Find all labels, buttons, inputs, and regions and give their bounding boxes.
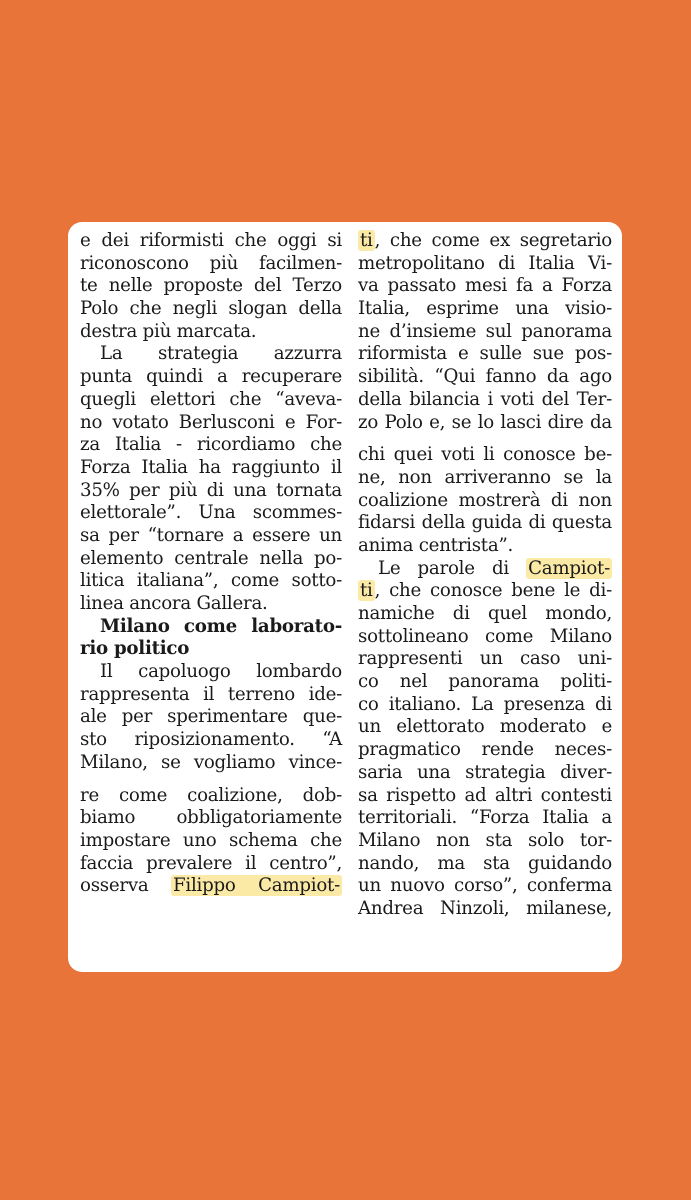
line-text: osserva: [80, 875, 149, 897]
highlighted-name: ti: [360, 580, 373, 602]
line-text: , che come ex segretario: [374, 230, 612, 251]
line-text: sottolineano come Milano: [358, 625, 612, 647]
text-line: [80, 570, 342, 593]
text-line: [80, 807, 342, 830]
highlighted-name: Filippo Campiot-: [173, 875, 340, 897]
text-line: [358, 603, 612, 626]
line-text: va passato mesi fa a Forza: [358, 275, 612, 297]
line-text: riconoscono più facilmen-: [80, 252, 342, 274]
text-line: [80, 275, 342, 298]
text-line: [358, 230, 612, 253]
text-line: [358, 875, 612, 898]
line-text: Italia, esprime una visio-: [358, 298, 612, 320]
text-line: [80, 729, 342, 752]
line-text: Milano non sta solo tor-: [358, 829, 612, 851]
text-line: [80, 853, 342, 876]
text-line: [80, 230, 342, 253]
text-line: [358, 853, 612, 876]
line-text: rio politico: [80, 638, 190, 660]
line-text: territoriali. “Forza Italia a: [358, 807, 612, 829]
text-line: [80, 298, 342, 321]
line-text: sto riposizionamento. “A: [80, 729, 342, 751]
text-line: [358, 298, 612, 321]
line-text: e dei riformisti che oggi si: [80, 230, 342, 251]
line-text: nando, ma sta guidando: [358, 852, 612, 874]
text-line: [80, 389, 342, 412]
line-text: biamo obbligatoriamente: [80, 807, 342, 829]
line-text: sa rispetto ad altri contesti: [358, 784, 612, 806]
line-text: punta quindi a recuperare: [80, 366, 342, 388]
highlighted-name: Campiot-: [528, 557, 610, 579]
line-text: za Italia - ricordiamo che: [80, 434, 342, 456]
text-line: [358, 830, 612, 853]
line-text: linea ancora Gallera.: [80, 593, 268, 614]
text-line: [358, 580, 612, 603]
line-text: metropolitano di Italia Vi-: [358, 252, 612, 274]
line-text: zo Polo e, se lo lasci dire da: [358, 411, 612, 433]
text-line: [80, 434, 342, 457]
article-column-right: [358, 230, 612, 921]
text-line: [358, 807, 612, 830]
line-text: un nuovo corso”, conferma: [358, 875, 612, 897]
text-line: [358, 253, 612, 276]
line-text: fidarsi della guida di questa: [358, 512, 612, 534]
line-text: sa per “tornare a essere un: [80, 524, 342, 546]
line-text: faccia prevalere il centro”,: [80, 852, 342, 874]
line-text: anima centrista”.: [358, 534, 514, 556]
line-text: riformista e sulle sue pos-: [358, 343, 612, 365]
text-line: [80, 638, 342, 661]
line-text: co italiano. La presenza di: [358, 693, 612, 715]
line-text: chi quei voti li conosce be-: [358, 444, 612, 466]
line-text: 35% per più di una tornata: [80, 479, 342, 501]
line-text: ne d’insieme sul panorama: [358, 320, 612, 342]
line-text: rappresenti un caso uni-: [358, 648, 612, 670]
text-line: [358, 321, 612, 344]
text-line: [358, 694, 612, 717]
line-text: Le parole di: [378, 557, 509, 579]
text-line: [80, 253, 342, 276]
text-line: [358, 490, 612, 513]
text-line: [80, 706, 342, 729]
text-line: [80, 661, 342, 684]
text-line: [80, 830, 342, 853]
text-line: [358, 467, 612, 490]
text-line: [358, 412, 612, 435]
line-text: coalizione mostrerà di non: [358, 489, 612, 511]
line-text: ale per sperimentare que-: [80, 706, 342, 728]
line-text: no votato Berlusconi e For-: [80, 411, 342, 433]
line-text: della bilancia i voti del Ter-: [358, 388, 612, 410]
line-text: co nel panorama politi-: [358, 671, 612, 693]
line-text: litica italiana”, come sotto-: [80, 570, 342, 592]
line-text: Andrea Ninzoli, milanese,: [358, 897, 612, 919]
text-line: [358, 739, 612, 762]
text-line: [80, 457, 342, 480]
text-line: [358, 648, 612, 671]
line-text: , che conosce bene le di-: [374, 580, 612, 602]
text-line: [80, 321, 342, 344]
text-line: [358, 343, 612, 366]
line-text: un elettorato moderato e: [358, 716, 612, 738]
line-text: rappresenta il terreno ide-: [80, 683, 342, 705]
highlighted-name: ti: [360, 230, 373, 251]
text-line: [358, 275, 612, 298]
line-text: saria una strategia diver-: [358, 761, 612, 783]
text-line: [358, 898, 612, 921]
line-text: pragmatico rende neces-: [358, 739, 612, 761]
text-line: [80, 548, 342, 571]
text-line: [80, 616, 342, 639]
text-line: [80, 480, 342, 503]
line-text: sibilità. “Qui fanno da ago: [358, 366, 612, 388]
line-text: Polo che negli slogan della: [80, 298, 342, 320]
text-line: [358, 762, 612, 785]
line-text: te nelle proposte del Terzo: [80, 275, 342, 297]
line-text: destra più marcata.: [80, 320, 257, 342]
text-line: [358, 671, 612, 694]
text-line: [80, 525, 342, 548]
article-card: [68, 222, 622, 972]
text-line: [358, 626, 612, 649]
text-line: [358, 535, 612, 558]
line-text: elemento centrale nella po-: [80, 547, 342, 569]
line-text: impostare uno schema che: [80, 829, 342, 851]
line-gap: [80, 775, 342, 785]
text-line: [80, 752, 342, 775]
line-text: La strategia azzurra: [100, 343, 342, 365]
line-text: re come coalizione, dob-: [80, 784, 342, 806]
text-line: [358, 558, 612, 581]
text-line: [358, 366, 612, 389]
text-line: [80, 593, 342, 616]
text-line: [80, 785, 342, 808]
line-text: ne, non arriveranno se la: [358, 466, 612, 488]
line-text: Milano, se vogliamo vince-: [80, 751, 342, 773]
text-line: [80, 684, 342, 707]
article-column-left: [80, 230, 342, 898]
text-line: [80, 412, 342, 435]
text-line: [80, 366, 342, 389]
line-text: Il capoluogo lombardo: [100, 661, 342, 683]
text-line: [80, 343, 342, 366]
text-line: [358, 444, 612, 467]
line-text: Forza Italia ha raggiunto il: [80, 456, 342, 478]
text-line: [358, 716, 612, 739]
line-text: Milano come laborato-: [100, 615, 342, 637]
line-gap: [358, 434, 612, 444]
text-line: [80, 502, 342, 525]
text-line: [358, 512, 612, 535]
text-line: [80, 875, 342, 898]
line-text: quegli elettori che “aveva-: [80, 388, 342, 410]
text-line: [358, 389, 612, 412]
line-text: namiche di quel mondo,: [358, 603, 612, 624]
text-line: [358, 785, 612, 808]
line-text: elettorale”. Una scommes-: [80, 502, 342, 524]
